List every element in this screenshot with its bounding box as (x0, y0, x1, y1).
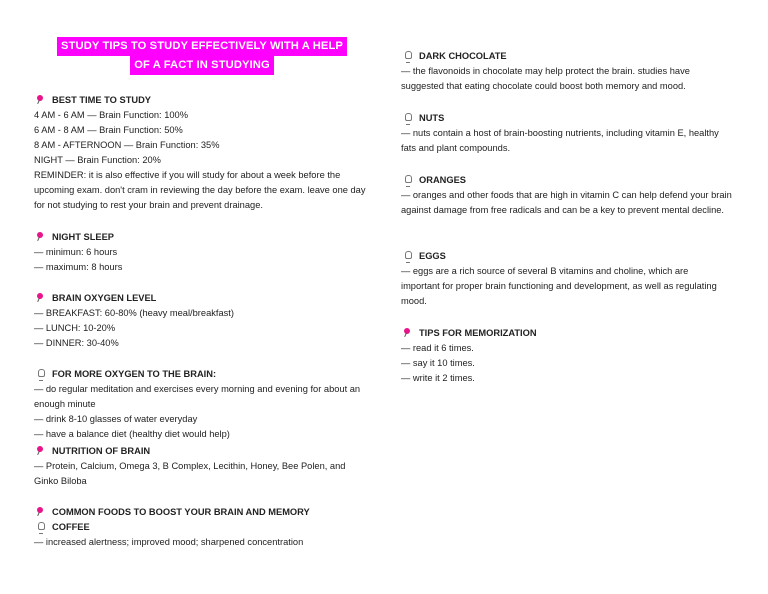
list-item: — drink 8-10 glasses of water everyday (34, 414, 198, 424)
list-item: — say it 10 times. (401, 358, 475, 368)
list-item: 4 AM - 6 AM — Brain Function: 100% (34, 110, 188, 120)
section-eggs (401, 249, 741, 309)
section-dark-chocolate (401, 49, 741, 94)
lightbulb-icon (38, 369, 44, 380)
heading-oranges: ORANGES (401, 173, 741, 188)
list-item: NIGHT — Brain Function: 20% (34, 155, 161, 165)
list-item: — do regular meditation and exercises every morning and evening for about an enough minute (34, 384, 361, 409)
section-nuts (401, 111, 741, 156)
heading-eggs: EGGS (401, 249, 741, 264)
heading-memorization: TIPS FOR MEMORIZATION (401, 326, 741, 341)
heading-coffee: COFFEE (34, 520, 374, 535)
title-line-2: OF A FACT IN STUDYING (130, 56, 274, 75)
section-common-foods (34, 505, 374, 550)
pushpin-icon (37, 507, 45, 515)
section-best-time (34, 93, 374, 213)
oranges-text: — oranges and other foods that are high in vitamin C can help defend your brain against damage from free radicals and can be a key to prevent mental decline. (401, 190, 732, 215)
heading-brain-oxygen: BRAIN OXYGEN LEVEL (34, 291, 374, 306)
section-memorization (401, 326, 741, 386)
heading-more-oxygen: FOR MORE OXYGEN TO THE BRAIN: (34, 367, 374, 382)
list-item: — write it 2 times. (401, 373, 475, 383)
list-item: — have a balance diet (healthy diet would help) (34, 429, 230, 439)
heading-nutrition: NUTRITION OF BRAIN (34, 444, 374, 459)
reminder-text: REMINDER: it is also effective if you will study for about a week before the upcoming exam. don't cram in reviewing the day before the exam. leave one day for not studying to rest your brain and prevent drainage. (34, 170, 366, 210)
heading-best-time: BEST TIME TO STUDY (34, 93, 374, 108)
pushpin-icon (37, 95, 45, 103)
coffee-text: — increased alertness; improved mood; sharpened concentration (34, 537, 304, 547)
section-night-sleep (34, 230, 374, 275)
eggs-text: — eggs are a rich source of several B vitamins and choline, which are important for proper brain functioning and development, as well as regulating mood. (401, 266, 717, 306)
title-line-1: STUDY TIPS TO STUDY EFFECTIVELY WITH A HELP (57, 37, 347, 56)
lightbulb-icon (38, 522, 44, 533)
list-item: 6 AM - 8 AM — Brain Function: 50% (34, 125, 183, 135)
heading-night-sleep: NIGHT SLEEP (34, 230, 374, 245)
section-brain-oxygen (34, 291, 374, 351)
lightbulb-icon (405, 175, 411, 186)
dark-chocolate-text: — the flavonoids in chocolate may help protect the brain. studies have suggested that eating chocolate could boost both memory and mood. (401, 66, 690, 91)
lightbulb-icon (405, 251, 411, 262)
list-item: — BREAKFAST: 60-80% (heavy meal/breakfast) (34, 308, 234, 318)
list-item: — minimun: 6 hours (34, 247, 118, 257)
heading-nuts: NUTS (401, 111, 741, 126)
list-item: — read it 6 times. (401, 343, 474, 353)
pushpin-icon (37, 446, 45, 454)
section-nutrition (34, 444, 374, 489)
heading-dark-chocolate: DARK CHOCOLATE (401, 49, 741, 64)
list-item: — DINNER: 30-40% (34, 338, 119, 348)
pushpin-icon (404, 328, 412, 336)
heading-common-foods: COMMON FOODS TO BOOST YOUR BRAIN AND MEMORY (34, 505, 374, 520)
section-oranges (401, 173, 741, 218)
pushpin-icon (37, 293, 45, 301)
list-item: — maximum: 8 hours (34, 262, 123, 272)
section-more-oxygen (34, 367, 374, 442)
pushpin-icon (37, 232, 45, 240)
list-item: 8 AM - AFTERNOON — Brain Function: 35% (34, 140, 220, 150)
nuts-text: — nuts contain a host of brain-boosting nutrients, including vitamin E, healthy fats and plant compounds. (401, 128, 719, 153)
document-title (42, 37, 362, 75)
nutrition-text: — Protein, Calcium, Omega 3, B Complex, Lecithin, Honey, Bee Polen, and Ginko Biloba (34, 461, 346, 486)
list-item: — LUNCH: 10-20% (34, 323, 116, 333)
lightbulb-icon (405, 113, 411, 124)
lightbulb-icon (405, 51, 411, 62)
